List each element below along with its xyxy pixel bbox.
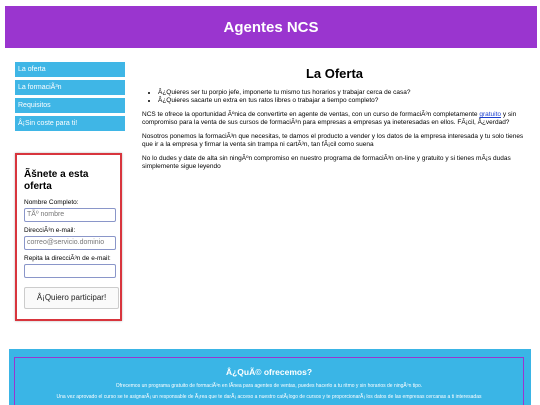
site-title: Agentes NCS [223, 18, 319, 36]
submit-button[interactable]: Â¡Quiero participar! [24, 287, 119, 309]
form-title: Ãšnete a esta oferta [24, 169, 89, 192]
nav-item-la-oferta[interactable]: La oferta [15, 62, 125, 77]
offer-box [14, 357, 524, 405]
repeat-email-label: Repita la direcciÃ³n de e-mail: [24, 255, 111, 262]
signup-paragraph: No lo dudes y date de alta sin ningÃºn compromiso en nuestro programa de formaciÃ³n on-line y gratuito y si tienes mÃ¡s dudas simplemente sigue leyendo [142, 155, 511, 170]
signup-form [15, 153, 122, 321]
offer-list [142, 89, 527, 105]
page-title: La Oferta [305, 66, 364, 81]
nav-item-sin-coste[interactable]: Â¡Sin coste para ti! [15, 116, 125, 131]
nav-item-requisitos[interactable]: Requisitos [15, 98, 125, 113]
name-input[interactable]: TÃº nombre [24, 208, 116, 222]
sidebar-nav [15, 62, 125, 134]
main-content [142, 62, 527, 177]
repeat-email-input[interactable] [24, 264, 116, 278]
offer-paragraph-1: Ofrecemos un programa gratuito de formaciÃ³n en lÃnea para agentes de ventas, puedes hacerlo a tu ritmo y sin horarios de ningÃºn tipo. [115, 383, 423, 389]
nav-item-la-formacion[interactable]: La formaciÃ³n [15, 80, 125, 95]
intro-text-end: y sin compromiso para la venta de sus cursos de formaciÃ³n para empresas a empresas ya ineteresadas en ellos. FÃ¡cil, Â¿verdad? [142, 111, 517, 126]
list-item: • Â¿Quieres ser tu porpio jefe, imponerte tu mismo tus horarios y trabajar cerca de casa? [158, 89, 527, 97]
process-paragraph: Nosotros ponemos la formaciÃ³n que necesitas, te damos el producto a vender y los datos de la empresa interesada y tu solo tienes que ir a la empresa y firmar la venta sin trampa ni cartÃ³n, tan fÃ¡cil como suena [142, 133, 524, 148]
name-label: Nombre Completo: [24, 199, 79, 206]
email-input[interactable]: correo@servicio.dominio [24, 236, 116, 250]
intro-text-start: NCS te ofrece la oportunidad Ãºnica de convertirte en agente de ventas, con un curso de formaciÃ³n completamente [142, 111, 480, 118]
offer-section [9, 349, 531, 405]
email-label: DirecciÃ³n e-mail: [24, 227, 76, 234]
gratuito-link[interactable]: gratuito [479, 111, 502, 118]
list-item: • Â¿Quieres sacarte un extra en tus ratos libres o trabajar a tiempo completo? [158, 97, 527, 105]
site-header [5, 6, 537, 48]
offer-paragraph-2: Una vez aprovado el curso se te asignarÃ¡ un responsable de Ã¡rea que te darÃ¡ acceso a nuestro catÃ¡logo de cursos y te proporcionarÃ¡ los datos de las empresas cercanas a ti interesadas [56, 394, 482, 400]
intro-paragraph [142, 111, 527, 127]
offer-title: Â¿QuÃ© ofrecemos? [225, 367, 313, 377]
